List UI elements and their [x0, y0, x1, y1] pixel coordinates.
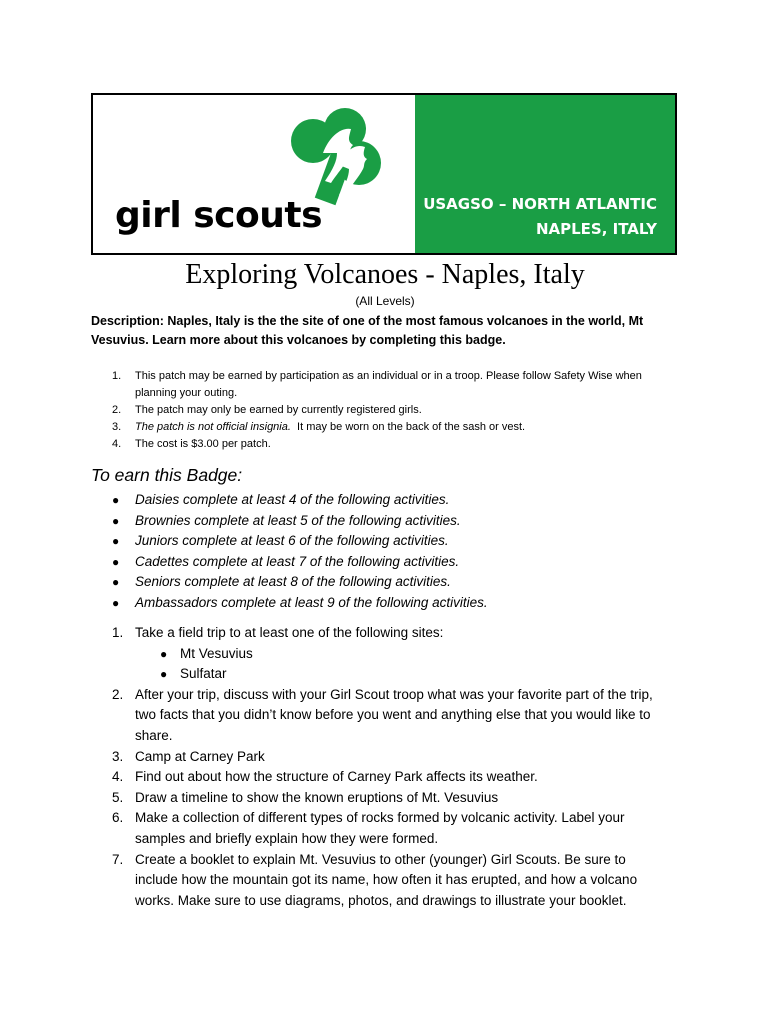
site-item — [135, 644, 671, 665]
activity-item — [91, 685, 671, 747]
level-requirements-list — [91, 490, 671, 614]
rule-item — [91, 402, 671, 419]
bullet-icon: ● — [112, 595, 120, 610]
activities-list — [91, 623, 671, 911]
rule-text: The patch may only be earned by currently registered girls. — [135, 404, 422, 416]
activity-text: Draw a timeline to show the known eruptions of Mt. Vesuvius — [135, 789, 499, 805]
activity-text: Camp at Carney Park — [135, 748, 265, 764]
level-item — [91, 511, 671, 532]
activity-text: After your trip, discuss with your Girl Scout troop what was your favorite part of the trip, two facts that you didn’t know before you went and anything else that you would like to share. — [135, 686, 653, 743]
bullet-icon: ● — [160, 646, 168, 661]
level-text: Cadettes complete at least 7 of the following activities. — [135, 553, 460, 569]
activity-item — [91, 788, 671, 809]
org-location: NAPLES, ITALY — [535, 220, 657, 238]
activity-number: 4. — [112, 769, 124, 785]
site-text: Mt Vesuvius — [180, 645, 253, 661]
rule-item — [91, 419, 671, 436]
activity-text: Take a field trip to at least one of the following sites: — [135, 625, 444, 640]
rule-number: 3. — [112, 421, 122, 433]
activity-item — [91, 623, 671, 685]
levels-note: (All Levels) — [355, 294, 415, 308]
activity-text: Find out about how the structure of Carney Park affects its weather. — [135, 769, 538, 785]
org-name: USAGSO – NORTH ATLANTIC — [423, 195, 657, 213]
level-text: Juniors complete at least 6 of the following activities. — [135, 533, 449, 549]
bullet-icon: ● — [112, 534, 120, 549]
rule-text: This patch may be earned by participation as an individual or in a troop. Please follow Safety Wise when planning your outing. — [135, 370, 642, 399]
bullet-icon: ● — [112, 513, 120, 528]
activity-text: Create a booklet to explain Mt. Vesuvius to other (younger) Girl Scouts. Be sure to include how the mountain got its name, how often it has erupted, and how a volcano works. Make sure to use diagrams, photos, and drawings to illustrate your booklet. — [135, 851, 638, 908]
girl-scouts-wordmark: girl scouts — [115, 195, 323, 236]
rule-item — [91, 368, 671, 402]
level-item — [91, 572, 671, 593]
earn-heading: To earn this Badge: — [91, 465, 243, 485]
activity-number: 7. — [112, 851, 124, 867]
bullet-icon: ● — [160, 667, 168, 682]
bullet-icon: ● — [112, 493, 120, 507]
level-item — [91, 593, 671, 614]
level-item — [91, 531, 671, 552]
logo-area — [93, 95, 415, 253]
activity-number: 2. — [112, 686, 124, 702]
activity-item — [91, 850, 671, 912]
rule-text: The cost is $3.00 per patch. — [135, 438, 271, 450]
site-text: Sulfatar — [180, 666, 227, 682]
rule-italic-text: The patch is not official insignia. — [135, 421, 291, 433]
description: Description: Naples, Italy is the the site of one of the most famous volcanoes in the world, Mt Vesuvius. Learn more about this volcanoes by completing this badge. — [91, 314, 644, 347]
level-text: Brownies complete at least 5 of the following activities. — [135, 512, 461, 528]
header-banner — [91, 93, 677, 255]
activity-number: 6. — [112, 810, 124, 826]
rule-text: It may be worn on the back of the sash or vest. — [290, 421, 526, 433]
rule-number: 4. — [112, 438, 122, 450]
org-panel — [415, 95, 675, 253]
activity-number: 5. — [112, 789, 124, 805]
rule-item — [91, 436, 671, 453]
activity-item — [91, 747, 671, 768]
level-text: Ambassadors complete at least 9 of the following activities. — [135, 594, 488, 610]
activity-number: 1. — [112, 625, 124, 640]
rules-list — [91, 368, 671, 453]
level-item — [91, 552, 671, 573]
level-item — [91, 490, 671, 511]
sites-list — [135, 644, 671, 685]
bullet-icon: ● — [112, 575, 120, 590]
page-title: Exploring Volcanoes - Naples, Italy — [185, 259, 585, 290]
rule-number: 1. — [112, 370, 122, 382]
activity-item — [91, 808, 671, 849]
level-text: Seniors complete at least 8 of the following activities. — [135, 574, 451, 590]
level-text: Daisies complete at least 4 of the following activities. — [135, 492, 450, 507]
site-item — [135, 664, 671, 685]
rule-number: 2. — [112, 404, 122, 416]
activity-text: Make a collection of different types of rocks formed by volcanic activity. Label your samples and briefly explain how they were formed. — [135, 810, 625, 846]
bullet-icon: ● — [112, 554, 120, 569]
activity-item — [91, 767, 671, 788]
activity-number: 3. — [112, 748, 124, 764]
